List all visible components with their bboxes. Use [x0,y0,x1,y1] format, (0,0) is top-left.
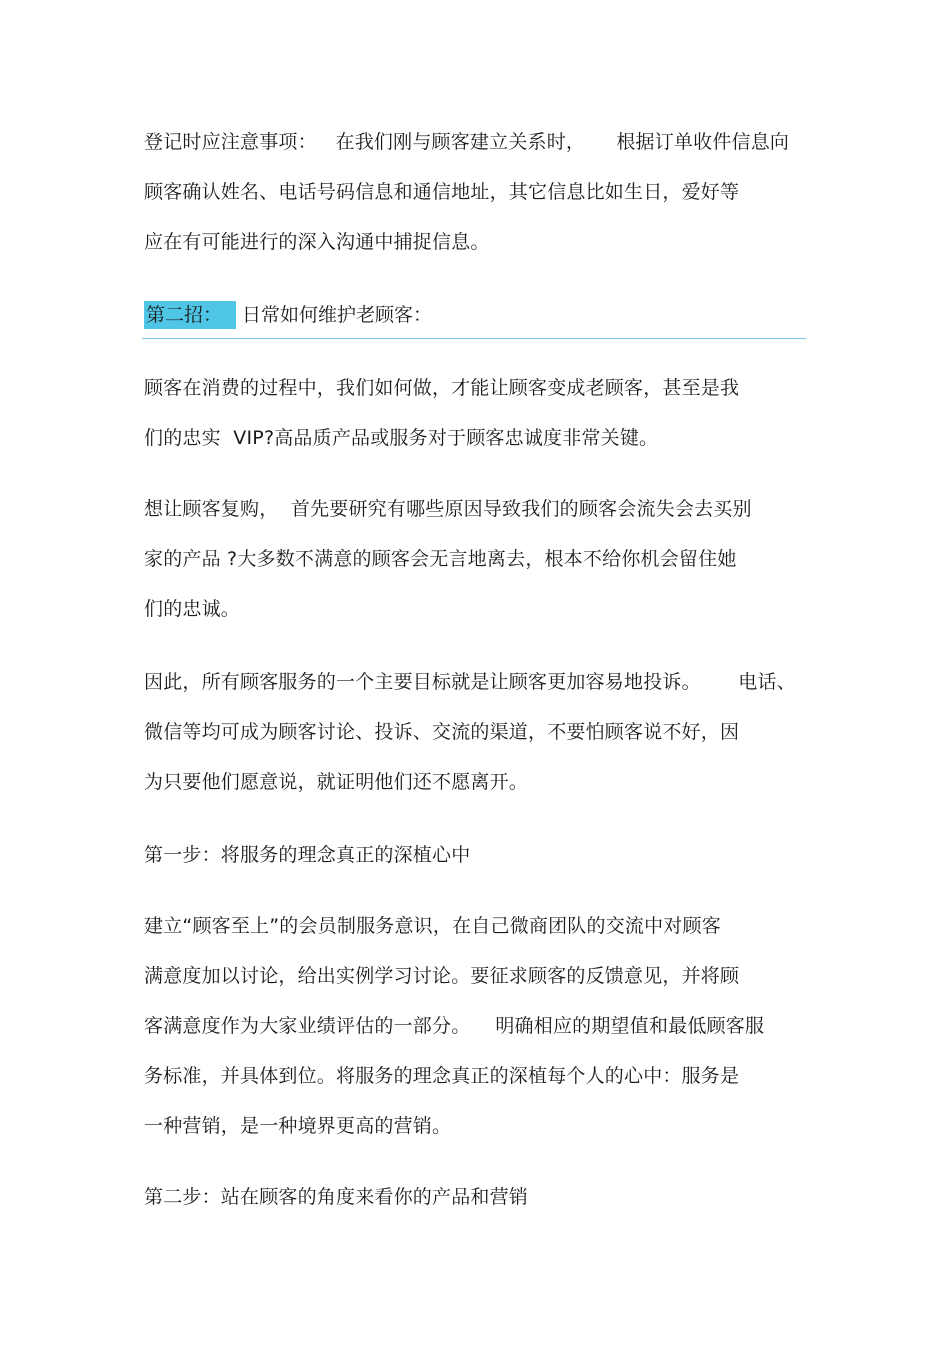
text-line: 为只要他们愿意说，就证明他们还不愿离开。 [144,771,529,793]
text-line: 应在有可能进行的深入沟通中捕捉信息。 [144,231,490,253]
text-line: 们的忠诚。 [144,598,241,620]
section-heading [144,301,432,329]
step1-title: 第一步：将服务的理念真正的深植心中 [144,844,471,866]
step2-title: 第二步：站在顾客的角度来看你的产品和营销 [144,1186,529,1208]
section-heading-title: 日常如何维护老顾客： [242,304,433,326]
text-line: 顾客确认姓名、电话号码信息和通信地址，其它信息比如生日，爱好等 [144,181,740,203]
text-line: 们的忠实 VIP?高品质产品或服务对于顾客忠诚度非常关键。 [144,427,659,449]
text-line: 一种营销，是一种境界更高的营销。 [144,1115,452,1137]
text-line: 因此，所有顾客服务的一个主要目标就是让顾客更加容易地投诉。 电话、 [144,671,796,693]
text-line: 想让顾客复购， 首先要研究有哪些原因导致我们的顾客会流失会去买别 [144,498,752,520]
text-line: 微信等均可成为顾客讨论、投诉、交流的渠道，不要怕顾客说不好，因 [144,721,740,743]
text-line: 顾客在消费的过程中，我们如何做，才能让顾客变成老顾客，甚至是我 [144,377,740,399]
text-line: 客满意度作为大家业绩评估的一部分。 明确相应的期望值和最低顾客服 [144,1015,765,1037]
text-line: 建立“顾客至上”的会员制服务意识，在自己微商团队的交流中对顾客 [144,915,721,937]
text-line: 家的产品 ?大多数不满意的顾客会无言地离去，根本不给你机会留住她 [144,548,737,570]
section-divider [142,338,806,339]
text-line: 登记时应注意事项： 在我们刚与顾客建立关系时， 根据订单收件信息向 [144,131,790,153]
text-line: 满意度加以讨论，给出实例学习讨论。要征求顾客的反馈意见，并将顾 [144,965,740,987]
text-line: 务标准，并具体到位。将服务的理念真正的深植每个人的心中：服务是 [144,1065,740,1087]
section-heading-label: 第二招： [144,301,236,329]
